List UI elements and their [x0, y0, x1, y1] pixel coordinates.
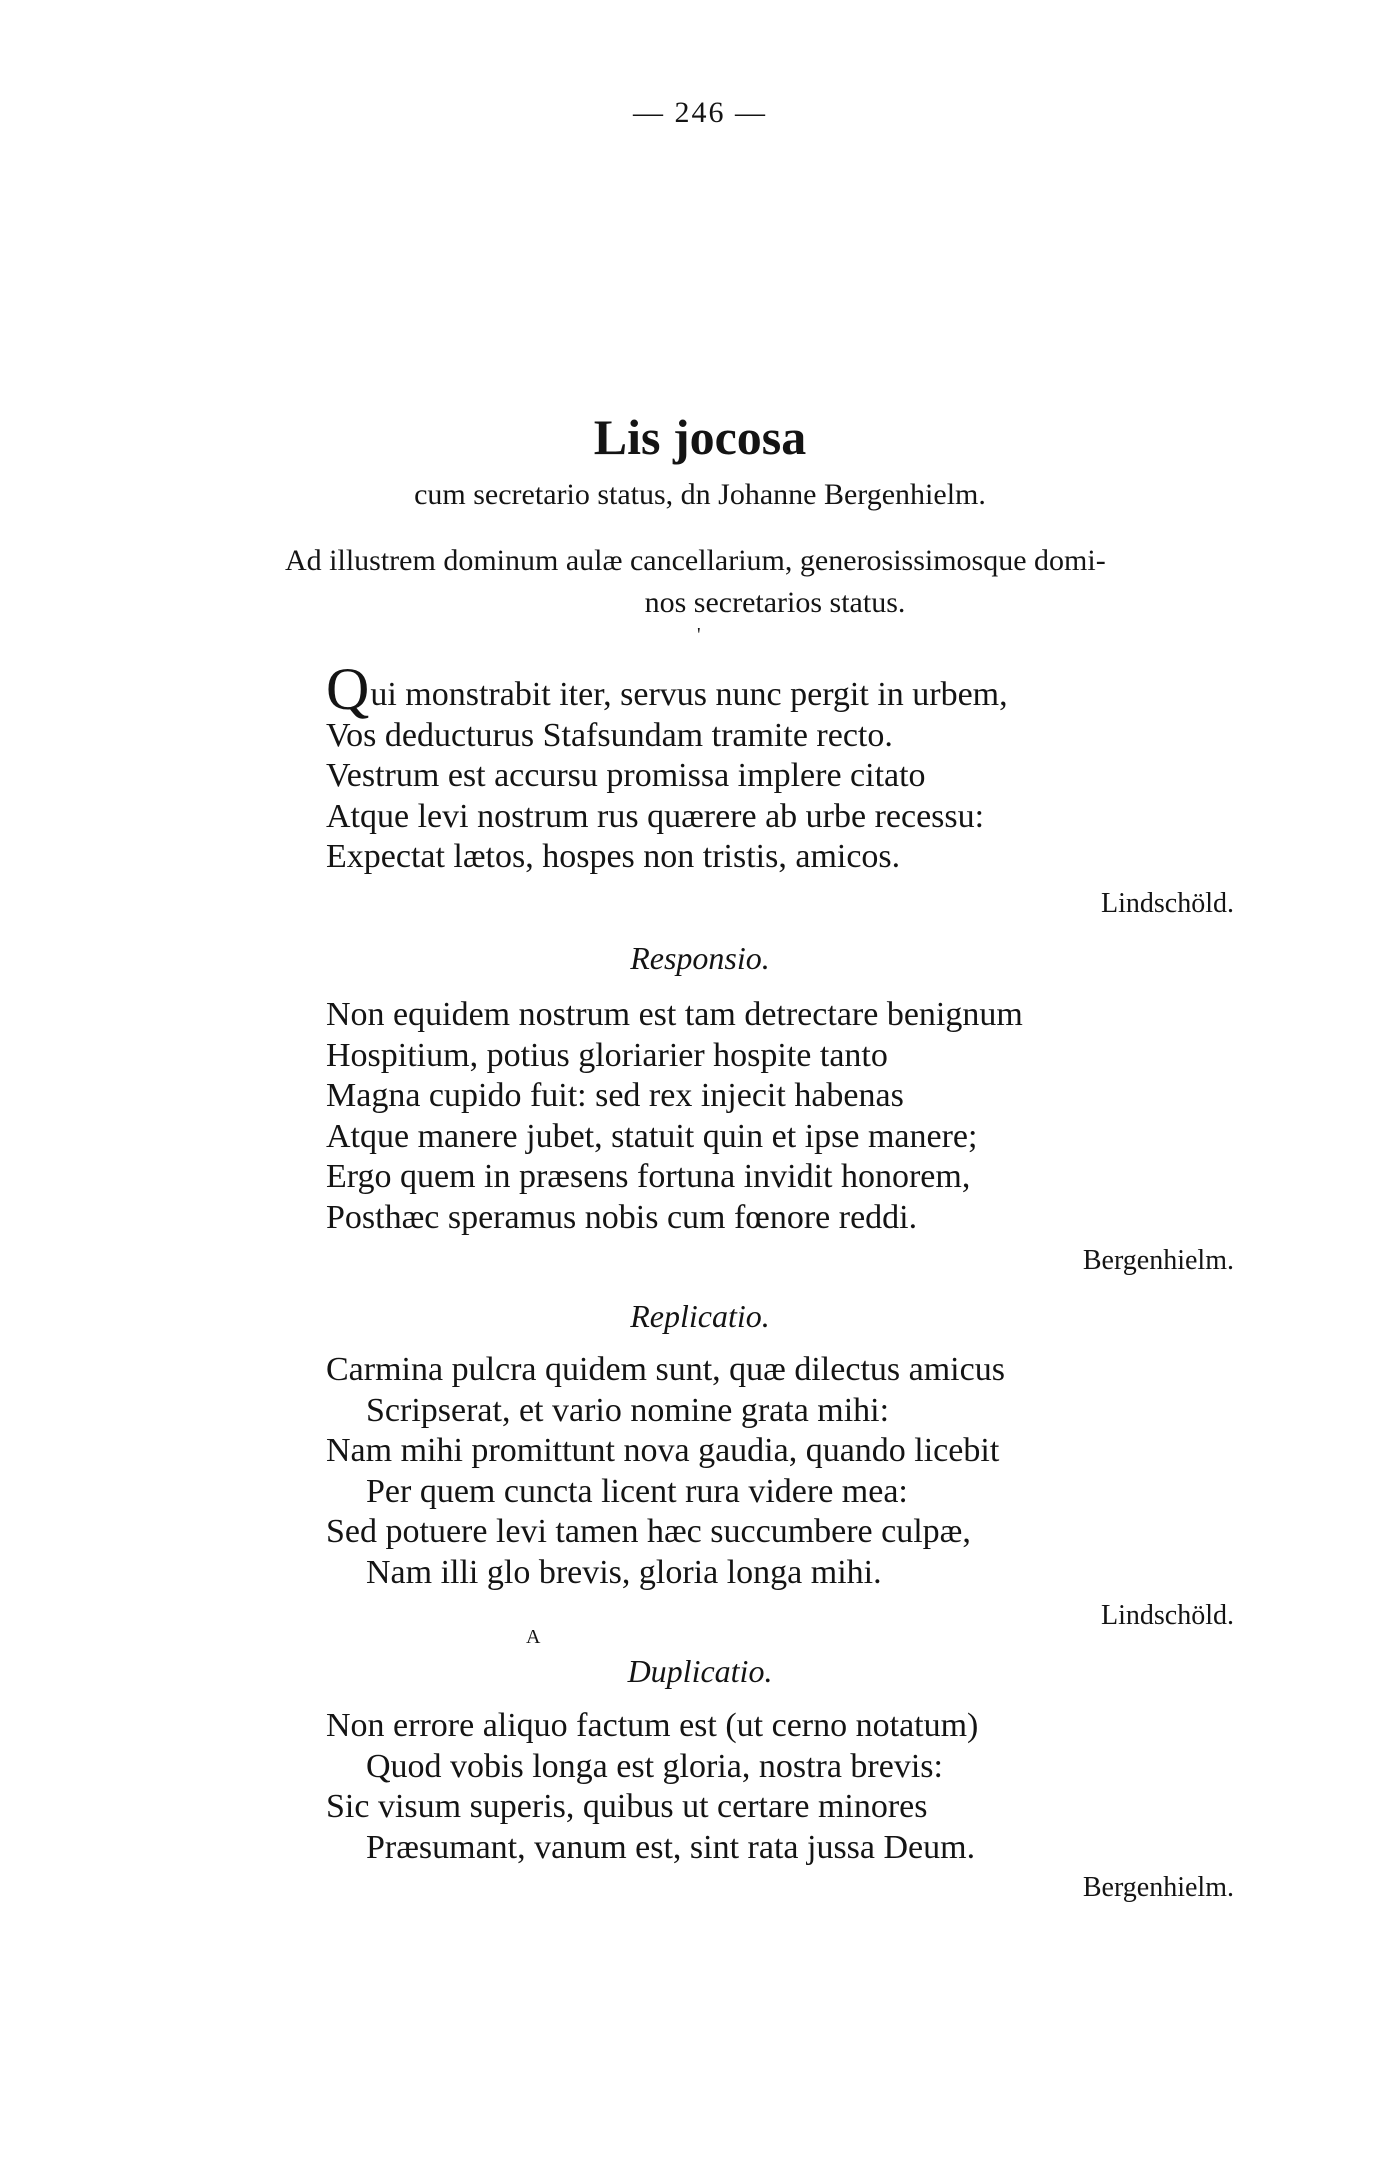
poem-line: Nam illi glo brevis, gloria longa mihi.: [366, 1553, 882, 1591]
poem-line: Atque manere jubet, statuit quin et ipse manere;: [326, 1117, 978, 1155]
poem-line: Hospitium, potius gloriarier hospite tanto: [326, 1036, 888, 1074]
poem-line: Vos deducturus Stafsundam tramite recto.: [326, 716, 893, 754]
poem-line: Vestrum est accursu promissa implere citato: [326, 757, 926, 795]
poem-line: Sed potuere levi tamen hæc succumbere culpæ,: [326, 1513, 971, 1551]
poem-line: Expectat lætos, hospes non tristis, amicos.: [326, 838, 901, 876]
poem-line: Posthæc speramus nobis cum fœnore reddi.: [326, 1198, 918, 1236]
dedication-line-2: nos secretarios status.: [644, 586, 906, 619]
dedication: [285, 540, 1265, 624]
poem-line: Qui monstrabit iter, servus nunc pergit in urbem,: [326, 656, 1008, 722]
poem-line: Sic visum superis, quibus ut certare minores: [326, 1788, 928, 1826]
poem-line: Scripserat, et vario nomine grata mihi:: [366, 1391, 890, 1429]
poem-line: Per quem cuncta licent rura videre mea:: [366, 1472, 908, 1510]
poem-line: Non errore aliquo factum est (ut cerno notatum): [326, 1707, 979, 1744]
poem-line: Carmina pulcra quidem sunt, quæ dilectus amicus: [326, 1351, 1005, 1388]
poem-line: Atque levi nostrum rus quærere ab urbe recessu:: [326, 797, 985, 835]
poem-line: Nam mihi promittunt nova gaudia, quando licebit: [326, 1432, 1000, 1470]
section-heading-replicatio: Replicatio.: [630, 1298, 770, 1334]
drop-cap: Q: [326, 656, 370, 722]
poem-line: Ergo quem in præsens fortuna invidit honorem,: [326, 1158, 971, 1196]
poem-line: Non equidem nostrum est tam detrectare benignum: [326, 996, 1023, 1033]
author-signature: Bergenhielm.: [1082, 1872, 1234, 1903]
poem-line: Magna cupido fuit: sed rex injecit habenas: [326, 1077, 904, 1115]
author-signature: Lindschöld.: [1101, 888, 1234, 919]
dedication-line-1: Ad illustrem dominum aulæ cancellarium, generosissimosque domi-: [285, 544, 1106, 577]
poem-line: Quod vobis longa est gloria, nostra brevis:: [366, 1747, 943, 1785]
poem-subtitle: cum secretario status, dn Johanne Bergenhielm.: [414, 478, 986, 511]
section-heading-duplicatio: Duplicatio.: [627, 1653, 773, 1689]
author-signature: Lindschöld.: [1101, 1600, 1234, 1631]
author-signature: Bergenhielm.: [1082, 1245, 1234, 1276]
poem-section-opening: [326, 656, 1246, 878]
section-heading-responsio: Responsio.: [630, 940, 770, 976]
poem-line: Præsumant, vanum est, sint rata jussa Deum.: [366, 1828, 976, 1866]
page-number: — 246 —: [633, 96, 767, 129]
poem-section-responsio: [326, 995, 1246, 1239]
stray-mark: A: [526, 1626, 541, 1648]
poem-section-duplicatio: [326, 1706, 1246, 1868]
stray-mark: ': [697, 624, 701, 646]
poem-section-replicatio: [326, 1350, 1246, 1594]
poem-title: Lis jocosa: [593, 409, 807, 465]
